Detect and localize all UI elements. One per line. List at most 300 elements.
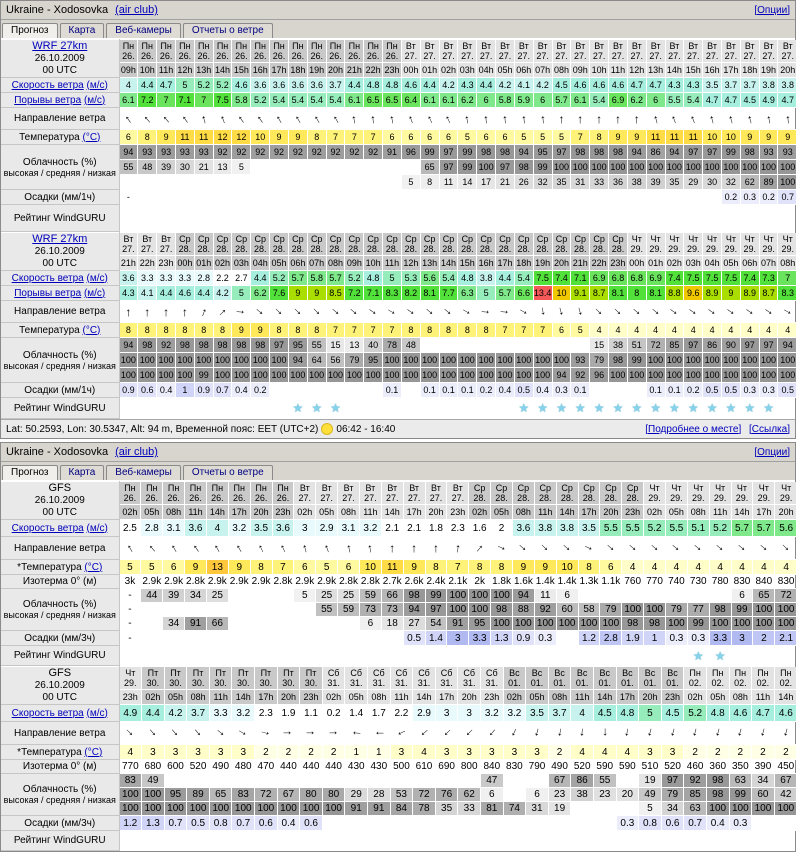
cloud-high-cell — [514, 338, 533, 353]
wind-direction-arrow-icon: ↑ — [439, 725, 454, 740]
row-label-temp: Температура (°C) — [1, 323, 119, 338]
cloud-low-cell — [175, 175, 194, 190]
precip-cell: 1.2 — [578, 631, 600, 646]
iso-cell: 430 — [345, 760, 368, 774]
tab-map[interactable]: Карта — [60, 465, 105, 480]
precip-cell: 0.4 — [277, 816, 300, 831]
wind-direction-arrow-icon: ↑ — [326, 729, 341, 736]
model-name: GFS — [48, 482, 72, 494]
hour-header-cell: 20h — [775, 505, 796, 520]
wind-direction-arrow-icon: ↑ — [199, 110, 209, 127]
hour-header-cell: 05h — [345, 690, 368, 705]
precip-cell: 2.1 — [775, 631, 796, 646]
wind-direction-cell — [439, 108, 458, 130]
precip-cell — [590, 383, 609, 398]
hour-header-cell: 23h — [609, 256, 628, 271]
wind-direction-arrow-icon: ↑ — [140, 111, 155, 126]
hour-header-cell: 18h — [740, 63, 759, 78]
cloud-mid-cell: 100 — [665, 353, 684, 368]
precip-cell: 2.8 — [600, 631, 622, 646]
cloud-high-cell: 98 — [213, 338, 232, 353]
rating-cell — [251, 205, 270, 232]
wind-direction-arrow-icon: ↑ — [690, 724, 700, 741]
precip-cell — [627, 383, 646, 398]
rating-star-icon: ★ — [692, 648, 704, 663]
hour-header-cell: 20h — [250, 505, 272, 520]
iso-cell: 590 — [616, 760, 639, 774]
precip-cell — [381, 631, 403, 646]
wind-direction-arrow-icon: ↑ — [281, 729, 296, 736]
wind-direction-arrow-icon: ↑ — [633, 111, 640, 126]
hour-header-cell: 03h — [684, 256, 703, 271]
gusts-cell: 6.9 — [609, 93, 628, 108]
precip-cell: 0.2 — [759, 190, 778, 205]
cloud-high-cell: 92 — [345, 145, 364, 160]
day-header-cell: Пн 02. — [729, 667, 752, 690]
cloud-low-cell — [316, 617, 338, 631]
cloud-high-cell — [368, 774, 391, 788]
row-label-cloud: Облачность (%) высокая / средняя / низкая — [1, 338, 119, 383]
speed-cell: 4.9 — [119, 705, 142, 722]
wind-direction-cell — [644, 537, 666, 560]
precip-cell — [272, 631, 294, 646]
cloud-low-cell: 100 — [187, 802, 210, 816]
tab-wind-reports[interactable]: Отчеты о ветре — [183, 465, 273, 480]
gusts-cell: 7 — [157, 93, 176, 108]
row-label-speed: Скорость ветра (м/с) — [1, 271, 119, 286]
rating-cell — [778, 205, 796, 232]
hour-header-cell: 00h — [175, 256, 194, 271]
rating-cell — [138, 398, 157, 419]
day-header-cell: Ср 28. — [622, 482, 644, 505]
cloud-high-cell: 91 — [383, 145, 402, 160]
speed-cell: 3.2 — [481, 705, 504, 722]
precip-cell: - — [119, 190, 138, 205]
row-label-gusts: Порывы ветра (м/с) — [1, 286, 119, 301]
iso-cell: 600 — [164, 760, 187, 774]
cloud-high-cell: 72 — [775, 589, 796, 603]
cloud-mid-cell — [345, 160, 364, 175]
day-header-cell: Вт 27. — [590, 40, 609, 63]
precip-cell: 0.3 — [740, 190, 759, 205]
rating-cell — [740, 398, 759, 419]
spot-details-link[interactable]: [Подробнее о месте] — [645, 423, 742, 435]
wind-direction-arrow-icon: ↑ — [144, 540, 159, 555]
temp-cell: 8 — [439, 323, 458, 338]
temp-cell: 8 — [425, 560, 447, 575]
cloud-high-cell: 95 — [533, 145, 552, 160]
rating-cell — [175, 205, 194, 232]
cloud-high-cell: 99 — [458, 145, 477, 160]
widget1-table-2 — [1, 232, 796, 419]
precip-cell: - — [119, 631, 141, 646]
rating-cell — [687, 646, 709, 666]
day-header-cell: Пн 26. — [288, 40, 307, 63]
spot-link[interactable]: (air club) — [115, 4, 158, 16]
rating-cell — [447, 646, 469, 666]
iso-cell: 830 — [731, 575, 753, 589]
temp-cell: 4 — [722, 323, 741, 338]
speed-cell: 4.8 — [383, 78, 402, 93]
day-header-cell: Вт 27. — [740, 40, 759, 63]
temp-cell: 3 — [187, 745, 210, 760]
iso-cell: 520 — [661, 760, 684, 774]
wind-direction-arrow-icon: ↑ — [497, 307, 513, 316]
day-header-cell: Пн 26. — [185, 482, 207, 505]
precip-cell: 0.3 — [552, 383, 571, 398]
wind-direction-cell — [759, 108, 778, 130]
precip-cell — [175, 190, 194, 205]
wind-direction-cell — [250, 537, 272, 560]
precip-cell — [345, 190, 364, 205]
day-header-cell: Пт 30. — [209, 667, 232, 690]
wind-direction-arrow-icon: ↑ — [416, 725, 432, 740]
spot-link[interactable]: (air club) — [115, 446, 158, 458]
speed-cell: 5.2 — [709, 520, 731, 537]
temp-cell: 4 — [684, 323, 703, 338]
wind-direction-cell — [307, 301, 326, 323]
cloud-low-cell: 100 — [119, 802, 142, 816]
rating-cell — [194, 205, 213, 232]
model-name[interactable]: WRF 27km — [32, 233, 88, 245]
speed-cell: 3.6 — [119, 271, 138, 286]
iso-cell: 490 — [548, 760, 571, 774]
speed-cell: 1.6 — [469, 520, 491, 537]
cloud-high-cell: 99 — [425, 589, 447, 603]
temp-cell: 9 — [740, 130, 759, 145]
wind-direction-cell — [552, 301, 571, 323]
iso-cell: 1.3k — [579, 576, 599, 587]
rating-cell — [665, 398, 684, 419]
cloud-low-cell: 32 — [533, 175, 552, 190]
rating-cell — [194, 398, 213, 419]
precip-cell — [593, 816, 616, 831]
iso-cell: 390 — [752, 760, 775, 774]
wind-direction-cell — [345, 301, 364, 323]
rating-cell — [383, 205, 402, 232]
day-header-cell: Вт 27. — [665, 40, 684, 63]
cloud-high-cell — [503, 774, 526, 788]
precip-cell: 0.9 — [512, 631, 534, 646]
cloud-mid-cell: 6 — [526, 788, 549, 802]
cloud-low-cell: 100 — [778, 175, 796, 190]
cloud-low-cell: 100 — [307, 368, 326, 383]
hour-header-cell: 07h — [307, 256, 326, 271]
speed-cell: 1.8 — [425, 520, 447, 537]
iso-cell: 480 — [232, 760, 255, 774]
temp-cell: 3 — [661, 745, 684, 760]
cloud-high-cell: 49 — [142, 774, 165, 788]
iso-cell: 2.9k — [207, 576, 227, 587]
precip-cell: 2 — [753, 631, 775, 646]
wind-direction-cell — [729, 722, 752, 745]
temp-cell: 8 — [270, 323, 289, 338]
wind-direction-cell — [439, 301, 458, 323]
row-label-dir: Направление ветра — [1, 722, 119, 745]
rating-cell — [759, 205, 778, 232]
rating-cell — [722, 398, 741, 419]
temp-cell: 9 — [534, 560, 556, 575]
cloud-mid-cell: 100 — [665, 160, 684, 175]
model-name[interactable]: WRF 27km — [32, 40, 88, 52]
gusts-cell: 7.6 — [270, 286, 289, 301]
precip-cell — [439, 190, 458, 205]
speed-cell: 5 — [175, 78, 194, 93]
temp-cell: 8 — [401, 323, 420, 338]
day-header-cell: Пн 26. — [213, 40, 232, 63]
cloud-low-cell: 84 — [390, 802, 413, 816]
gusts-cell: 8.3 — [778, 286, 796, 301]
wind-direction-arrow-icon: ↑ — [645, 724, 655, 741]
speed-cell: 5.2 — [345, 271, 364, 286]
speed-cell: 3.5 — [703, 78, 722, 93]
status-links — [640, 424, 790, 435]
options-link[interactable]: [Опции] — [754, 4, 790, 16]
speed-cell: 6.8 — [627, 271, 646, 286]
cloud-high-cell — [578, 589, 600, 603]
wind-direction-cell — [526, 722, 549, 745]
wind-direction-cell — [251, 301, 270, 323]
rating-cell — [600, 646, 622, 666]
wind-direction-cell — [294, 537, 316, 560]
wind-direction-arrow-icon: ↑ — [389, 540, 396, 555]
precip-cell — [338, 631, 360, 646]
cloud-high-cell: 98 — [403, 589, 425, 603]
wind-direction-cell — [514, 301, 533, 323]
gfs-forecast-tables — [1, 481, 795, 851]
hour-header-cell: 10h — [364, 256, 383, 271]
precip-cell: 0.1 — [646, 383, 665, 398]
day-header-cell: Пт 30. — [187, 667, 210, 690]
cloud-high-cell: 98 — [175, 338, 194, 353]
cloud-mid-cell: 100 — [646, 353, 665, 368]
wind-direction-arrow-icon: ↑ — [712, 540, 728, 555]
model-info — [1, 667, 119, 705]
day-header-cell: Ср 28. — [232, 233, 251, 256]
day-header-cell: Пт 30. — [255, 667, 278, 690]
tab-webcams[interactable]: Веб-камеры — [106, 23, 181, 38]
wind-direction-cell — [255, 722, 278, 745]
cloud-mid-cell: 55 — [316, 603, 338, 617]
speed-cell: 2.3 — [255, 705, 278, 722]
iso-cell: 2.9k — [251, 576, 271, 587]
cloud-low-cell: 100 — [578, 617, 600, 631]
day-header-cell: Чт 29. — [775, 482, 796, 505]
rating-cell — [622, 646, 644, 666]
iso-cell: 440 — [300, 760, 323, 774]
wind-direction-cell — [533, 108, 552, 130]
day-header-cell: Пн 26. — [175, 40, 194, 63]
precip-cell — [270, 190, 289, 205]
rating-cell — [307, 205, 326, 232]
cloud-low-cell: 100 — [270, 368, 289, 383]
precip-cell — [163, 631, 185, 646]
cloud-mid-cell — [383, 160, 402, 175]
precip-cell — [665, 190, 684, 205]
cloud-mid-cell: 100 — [703, 353, 722, 368]
temp-cell: 6 — [119, 130, 138, 145]
speed-cell: 4.7 — [157, 78, 176, 93]
cloud-high-cell: 100 — [469, 589, 491, 603]
speed-cell: 4.4 — [142, 705, 165, 722]
cloud-high-cell: 92 — [326, 145, 345, 160]
cloud-low-cell: 100 — [534, 617, 556, 631]
temp-cell: 10 — [359, 560, 381, 575]
iso-cell: 2.4k — [426, 576, 446, 587]
hour-header-cell: 12h — [175, 63, 194, 78]
precip-cell — [228, 631, 250, 646]
permalink-link[interactable]: [Ссылка] — [749, 423, 790, 435]
cloud-low-cell: 100 — [345, 368, 364, 383]
cloud-low-cell: 100 — [778, 368, 796, 383]
precip-cell: 0.9 — [119, 383, 138, 398]
speed-cell: 4 — [571, 705, 594, 722]
cloud-mid-cell: 39 — [157, 160, 176, 175]
wind-direction-cell — [164, 722, 187, 745]
day-header-cell: Ср 28. — [534, 482, 556, 505]
cloud-mid-cell: 76 — [435, 788, 458, 802]
cloud-low-cell: 98 — [644, 617, 666, 631]
day-header-cell: Чт 29. — [722, 233, 741, 256]
day-header-cell: Чт 29. — [709, 482, 731, 505]
cloud-mid-cell: 97 — [439, 160, 458, 175]
hour-header-cell: 20h — [600, 505, 622, 520]
speed-cell: 3.8 — [759, 78, 778, 93]
cloud-high-cell: 59 — [359, 589, 381, 603]
cloud-mid-cell: 100 — [740, 160, 759, 175]
cloud-high-cell: 97 — [740, 338, 759, 353]
wind-direction-cell — [270, 301, 289, 323]
rating-star-icon: ★ — [330, 401, 341, 416]
speed-cell: 4.8 — [364, 271, 383, 286]
rating-star-icon: ★ — [744, 401, 756, 416]
wind-direction-cell — [383, 301, 402, 323]
precip-cell: 0.9 — [194, 383, 213, 398]
day-header-cell: Ср 28. — [364, 233, 383, 256]
temp-cell: 7 — [272, 560, 294, 575]
cloud-mid-cell: 100 — [458, 353, 477, 368]
cloud-high-cell: 92 — [157, 338, 176, 353]
cloud-high-cell: 92 — [307, 145, 326, 160]
wind-direction-cell — [627, 301, 646, 323]
cloud-mid-cell: 83 — [232, 788, 255, 802]
cloud-mid-cell: 20 — [616, 788, 639, 802]
cloud-mid-cell: 59 — [338, 603, 360, 617]
hour-header-cell: 08h — [338, 505, 360, 520]
hour-header-cell: 06h — [514, 63, 533, 78]
wind-direction-arrow-icon: ↑ — [781, 724, 791, 741]
tab-map[interactable]: Карта — [60, 23, 105, 38]
cloud-low-cell: 19 — [548, 802, 571, 816]
hour-header-cell: 12h — [627, 63, 646, 78]
tab-wind-reports[interactable]: Отчеты о ветре — [183, 23, 273, 38]
wind-direction-cell — [175, 301, 194, 323]
cloud-high-cell: 15 — [590, 338, 609, 353]
day-header-cell: Сб 31. — [345, 667, 368, 690]
wind-direction-cell — [477, 108, 496, 130]
hour-header-cell: 09h — [571, 63, 590, 78]
wind-direction-cell — [364, 108, 383, 130]
cloud-mid-cell: 100 — [753, 603, 775, 617]
day-header-cell: Ср 28. — [270, 233, 289, 256]
day-header-cell: Пн 26. — [232, 40, 251, 63]
cloud-high-cell: 94 — [627, 145, 646, 160]
rating-cell — [477, 205, 496, 232]
speed-cell: 5.4 — [439, 271, 458, 286]
wind-direction-cell — [481, 722, 504, 745]
cloud-high-cell — [526, 774, 549, 788]
cloud-mid-cell: - — [119, 603, 141, 617]
iso-cell: 760 — [622, 575, 644, 589]
temp-cell: 11 — [646, 130, 665, 145]
precip-cell: 0.1 — [383, 383, 402, 398]
temp-cell: 9 — [232, 323, 251, 338]
speed-cell: 7 — [778, 271, 796, 286]
temp-cell: 8 — [307, 323, 326, 338]
iso-cell: 840 — [481, 760, 504, 774]
model-run-time: 00 UTC — [42, 258, 77, 269]
hour-header-cell: 10h — [590, 63, 609, 78]
precip-cell: 0.5 — [514, 383, 533, 398]
precip-cell — [703, 190, 722, 205]
cloud-mid-cell — [251, 160, 270, 175]
temp-cell: 8 — [138, 130, 157, 145]
wind-direction-cell — [316, 537, 338, 560]
cloud-high-cell — [390, 774, 413, 788]
precip-cell: 0.6 — [661, 816, 684, 831]
gusts-cell: 6.1 — [420, 93, 439, 108]
speed-cell: 4.2 — [533, 78, 552, 93]
hour-header-cell: 05h — [706, 690, 729, 705]
precip-cell — [609, 383, 628, 398]
cloud-high-cell — [458, 774, 481, 788]
day-header-cell: Ср 28. — [491, 482, 513, 505]
cloud-mid-cell: 100 — [119, 788, 142, 802]
tab-webcams[interactable]: Веб-камеры — [106, 465, 181, 480]
gusts-cell: 4.1 — [138, 286, 157, 301]
wind-direction-arrow-icon: ↑ — [163, 304, 170, 319]
temp-cell: 9 — [512, 560, 534, 575]
wind-direction-cell — [593, 722, 616, 745]
wind-direction-cell — [684, 722, 707, 745]
speed-cell: 3.1 — [338, 520, 360, 537]
temp-cell: 9 — [288, 130, 307, 145]
speed-cell: 3.3 — [175, 271, 194, 286]
gusts-cell: 9 — [288, 286, 307, 301]
day-header-cell: Ср 28. — [175, 233, 194, 256]
wind-direction-arrow-icon: ↑ — [405, 110, 417, 127]
cloud-mid-cell: 98 — [491, 603, 513, 617]
wind-direction-cell — [119, 722, 142, 745]
gusts-cell: 5.2 — [251, 93, 270, 108]
options-link[interactable]: [Опции] — [754, 446, 790, 458]
tab-forecast[interactable]: Прогноз — [2, 23, 58, 38]
temp-cell: 4 — [703, 323, 722, 338]
cloud-low-cell: 30 — [703, 175, 722, 190]
day-header-cell: Пн 02. — [684, 667, 707, 690]
cloud-high-cell — [458, 338, 477, 353]
tab-forecast[interactable]: Прогноз — [2, 465, 58, 480]
gusts-cell: 4.7 — [778, 93, 796, 108]
wind-direction-arrow-icon: ↑ — [669, 540, 684, 555]
rating-cell — [119, 398, 138, 419]
iso-cell: 730 — [687, 575, 709, 589]
temp-cell: 9 — [185, 560, 207, 575]
cloud-mid-cell: 80 — [322, 788, 345, 802]
speed-cell: 1.4 — [345, 705, 368, 722]
gusts-cell: 9 — [722, 286, 741, 301]
wrf-forecast-tables — [1, 39, 795, 419]
